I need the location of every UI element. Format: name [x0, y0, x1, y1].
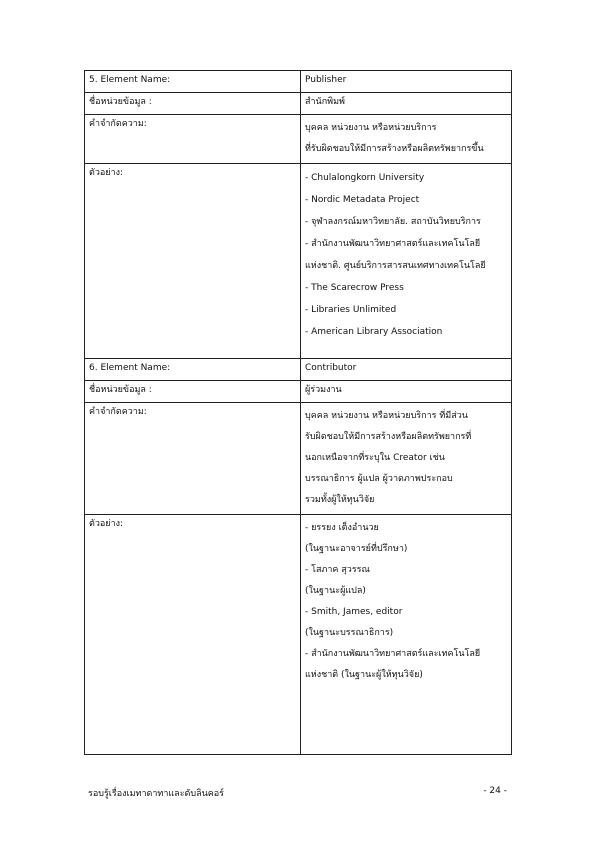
- example-item: - สำนักงานพัฒนาวิทยาศาสตร์และเทคโนโลยี: [305, 239, 481, 249]
- example-item: (ในฐานะผู้แปล): [305, 586, 366, 596]
- element6-example-label: ตัวอย่าง:: [85, 515, 301, 755]
- element5-definition-row: [85, 115, 512, 164]
- example-item: - โสภาค สุวรรณ: [305, 565, 370, 575]
- example-item: - The Scarecrow Press: [305, 283, 404, 293]
- example-item: (ในฐานะบรรณาธิการ): [305, 628, 394, 638]
- def-line: รวมทั้งผู้ให้ทุนวิจัย: [305, 495, 375, 505]
- element5-example-row: [85, 164, 512, 359]
- element6-name-value: Contributor: [301, 359, 512, 381]
- def-line: บุคคล หน่วยงาน หรือหน่วยบริการ ที่มีส่วน: [305, 411, 468, 421]
- element5-example-label: ตัวอย่าง:: [85, 164, 301, 359]
- element6-unit-value: ผู้ร่วมงาน: [301, 381, 512, 403]
- example-item: แห่งชาติ. ศูนย์บริการสารสนเทศทางเทคโนโลยี: [305, 261, 486, 271]
- example-item: - Smith, James, editor: [305, 607, 403, 617]
- element6-name-label: 6. Element Name:: [85, 359, 301, 381]
- element5-name-value: Publisher: [301, 71, 512, 93]
- example-item: (ในฐานะอาจารย์ที่ปรึกษา): [305, 544, 408, 554]
- element5-name-label: 5. Element Name:: [85, 71, 301, 93]
- def-line: บุคคล หน่วยงาน หรือหน่วยบริการ: [305, 123, 437, 133]
- example-item: - American Library Association: [305, 327, 443, 337]
- example-item: - Nordic Metadata Project: [305, 195, 420, 205]
- element6-def-value: [301, 403, 512, 515]
- def-line: ที่รับผิดชอบให้มีการสร้างหรือผลิตทรัพยากรขึ้น: [305, 144, 484, 154]
- element6-name-row: [85, 359, 512, 381]
- element6-def-label: คำจำกัดความ:: [85, 403, 301, 515]
- footer-title: รอบรู้เรื่องเมทาดาทาและดับลินคอร์: [88, 789, 225, 799]
- example-item: - Chulalongkorn University: [305, 173, 425, 183]
- example-item: - สำนักงานพัฒนาวิทยาศาสตร์และเทคโนโลยี: [305, 649, 481, 659]
- metadata-table: [84, 70, 512, 755]
- def-line: รับผิดชอบให้มีการสร้างหรือผลิตทรัพยากรที่: [305, 432, 472, 442]
- def-line: นอกเหนือจากที่ระบุใน Creator เช่น: [305, 453, 445, 463]
- element5-unit-row: [85, 93, 512, 115]
- element6-example-list: [301, 515, 512, 755]
- element5-unit-value: สำนักพิมพ์: [301, 93, 512, 115]
- element6-unit-label: ชื่อหน่วยข้อมูล :: [85, 381, 301, 403]
- element6-unit-row: [85, 381, 512, 403]
- element5-example-list: [301, 164, 512, 359]
- def-line: บรรณาธิการ ผู้แปล ผู้วาดภาพประกอบ: [305, 474, 453, 484]
- example-item: - ยรรยง เต็งอำนวย: [305, 523, 379, 533]
- page-number: - 24 -: [483, 786, 507, 796]
- element6-definition-row: [85, 403, 512, 515]
- element6-example-row: [85, 515, 512, 755]
- element5-def-label: คำจำกัดความ:: [85, 115, 301, 164]
- element5-name-row: [85, 71, 512, 93]
- example-item: - จุฬาลงกรณ์มหาวิทยาลัย. สถาบันวิทยบริการ: [305, 217, 481, 227]
- element5-def-value: [301, 115, 512, 164]
- example-item: - Libraries Unlimited: [305, 305, 397, 315]
- example-item: แห่งชาติ (ในฐานะผู้ให้ทุนวิจัย): [305, 670, 423, 680]
- element5-unit-label: ชื่อหน่วยข้อมูล :: [85, 93, 301, 115]
